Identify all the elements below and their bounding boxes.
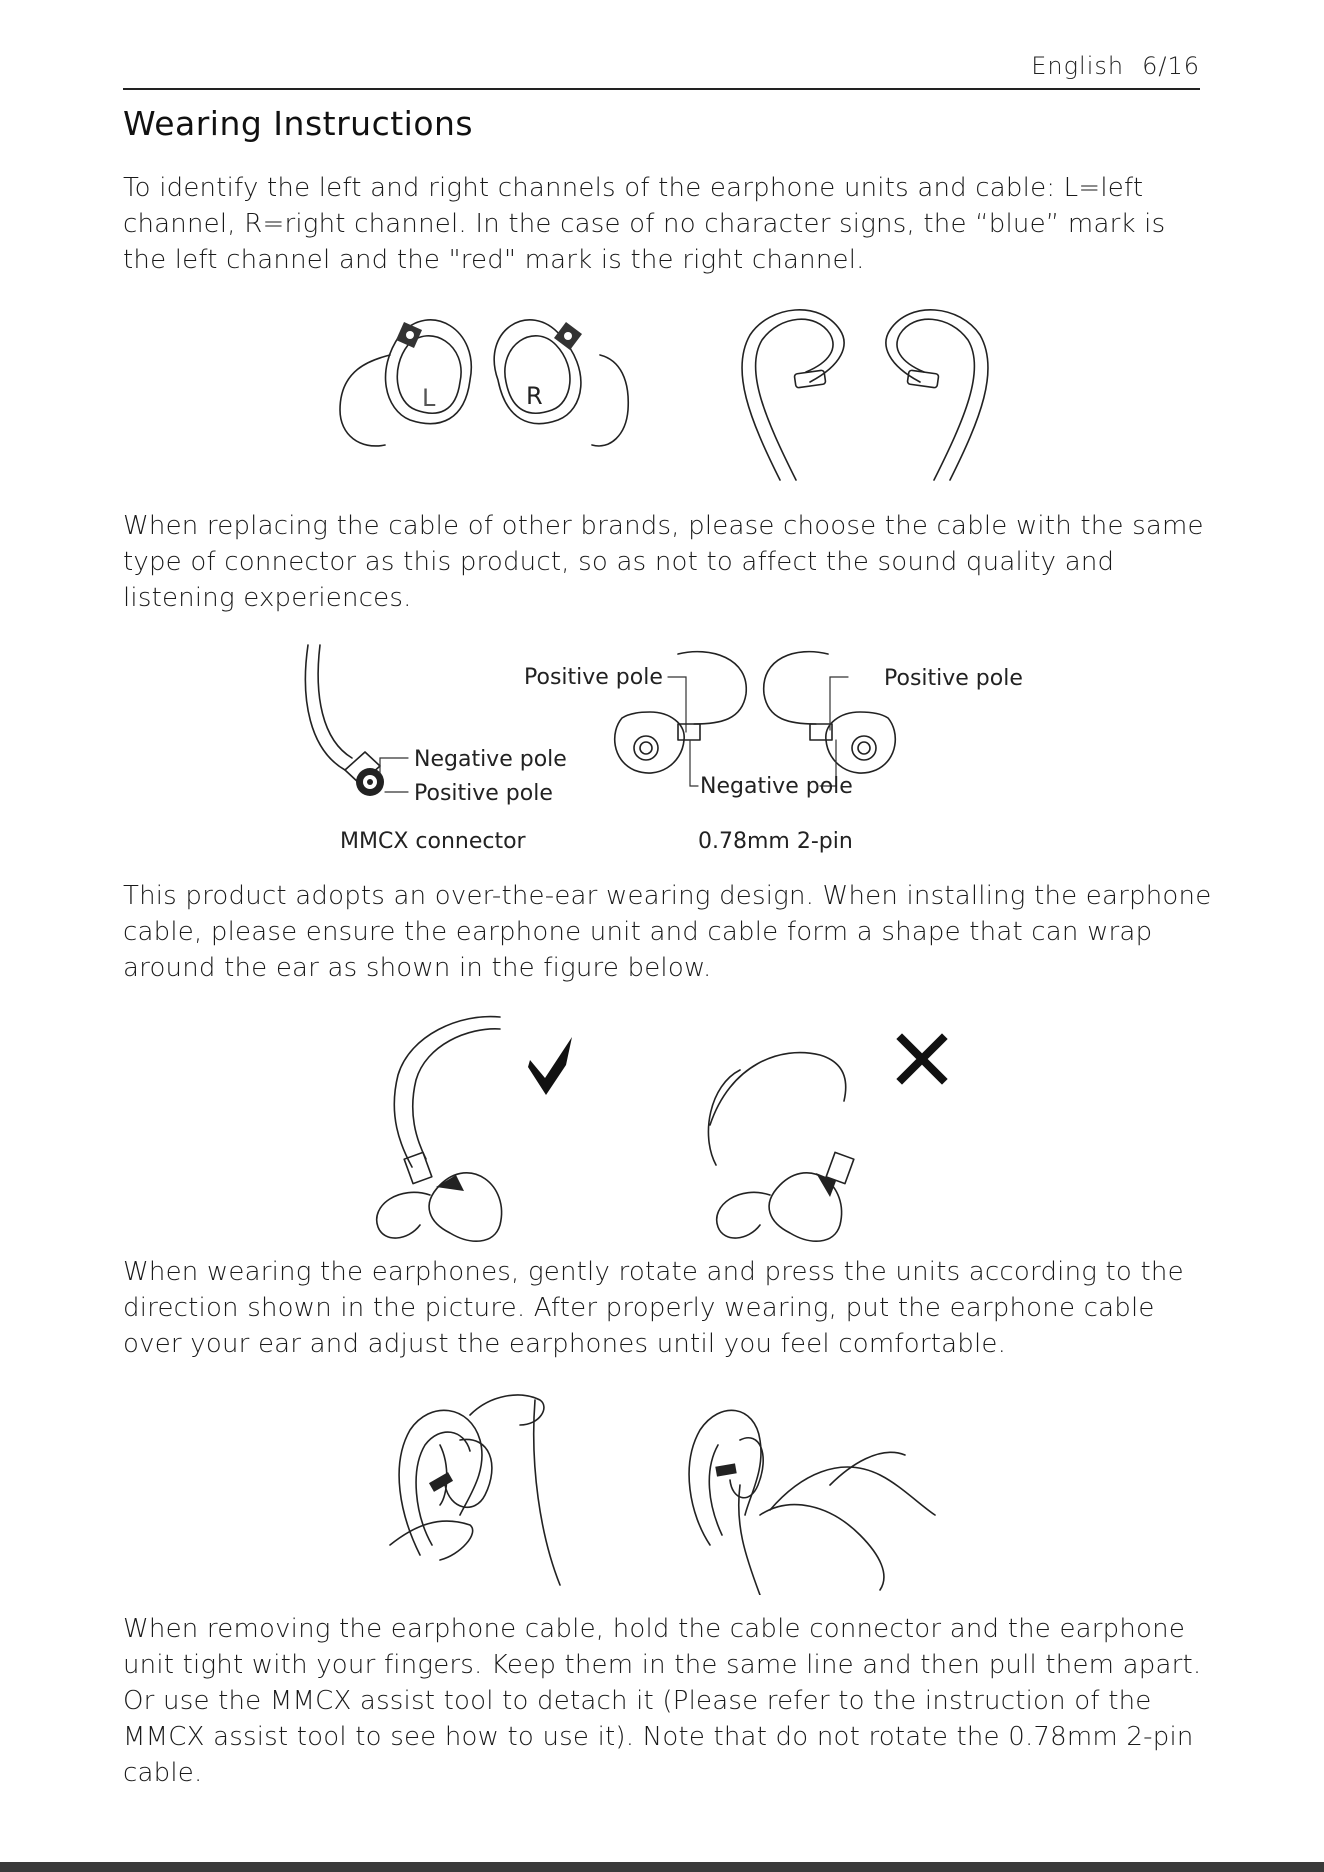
header-info (1013, 52, 1200, 80)
right-channel-mark: R (526, 382, 543, 410)
paragraph-removing-cable: When removing the earphone cable, hold the cable connector and the earphone unit tight with your fingers. Keep them in the same line and then pull them apart. Or use the MMCX assist tool to detach it (Please refer to the instruction of the MMCX assist tool to see how to use it). Note that do not rotate the 0.78mm 2-pin cable. (123, 1614, 1202, 1788)
header-language: English (1031, 52, 1125, 80)
two-pin-negative-pole-label: Negative pole (700, 774, 853, 799)
bottom-edge-bar (0, 1862, 1324, 1872)
incorrect-wrap-illustration (708, 1053, 853, 1242)
right-earphone-illustration (494, 320, 628, 446)
figure-connector-types (290, 640, 1050, 860)
paragraph-over-ear-design: This product adopts an over-the-ear wearing design. When installing the earphone cable, please ensure the earphone unit and cable form a shape that can wrap around the ear as shown in the figure below. (123, 881, 1212, 983)
mmcx-caption: MMCX connector (340, 829, 526, 854)
figure-cable-wrap (360, 1005, 980, 1245)
mmcx-positive-pole-label: Positive pole (414, 781, 553, 806)
check-icon (528, 1037, 572, 1095)
two-pin-connector-illustration (524, 652, 1023, 854)
left-earphone-illustration (340, 320, 471, 446)
cable-illustration (742, 310, 988, 480)
two-pin-positive-pole-label-right: Positive pole (884, 666, 1023, 691)
header-page-number: 6/16 (1142, 52, 1200, 80)
cross-icon (902, 1039, 942, 1079)
two-pin-caption: 0.78mm 2-pin (698, 829, 853, 854)
page-header (123, 48, 1200, 90)
inserting-earphone-illustration (390, 1395, 560, 1585)
left-channel-mark: L (422, 384, 436, 412)
paragraph-channels: To identify the left and right channels of the earphone units and cable: L=left channel, R=right channel. In the case of no character signs, the “blue” mark is the left channel and the "red" mark is the right channel. (123, 173, 1166, 275)
mmcx-negative-pole-label: Negative pole (414, 747, 567, 772)
figure-wearing-in-ear (360, 1385, 980, 1595)
paragraph-replacing-cable: When replacing the cable of other brands, please choose the cable with the same type of connector as this product, so as not to affect the sound quality and listening experiences. (123, 511, 1204, 613)
two-pin-positive-pole-label-left: Positive pole (524, 665, 663, 690)
correct-wrap-illustration (377, 1017, 502, 1242)
adjusting-earphone-illustration (689, 1410, 935, 1595)
paragraph-wearing: When wearing the earphones, gently rotate and press the units according to the direction shown in the picture. After properly wearing, put the earphone cable over your ear and adjust the earphones until you feel comfortable. (123, 1257, 1184, 1359)
page-title: Wearing Instructions (123, 104, 474, 143)
figure-left-right-channels (330, 300, 1010, 490)
